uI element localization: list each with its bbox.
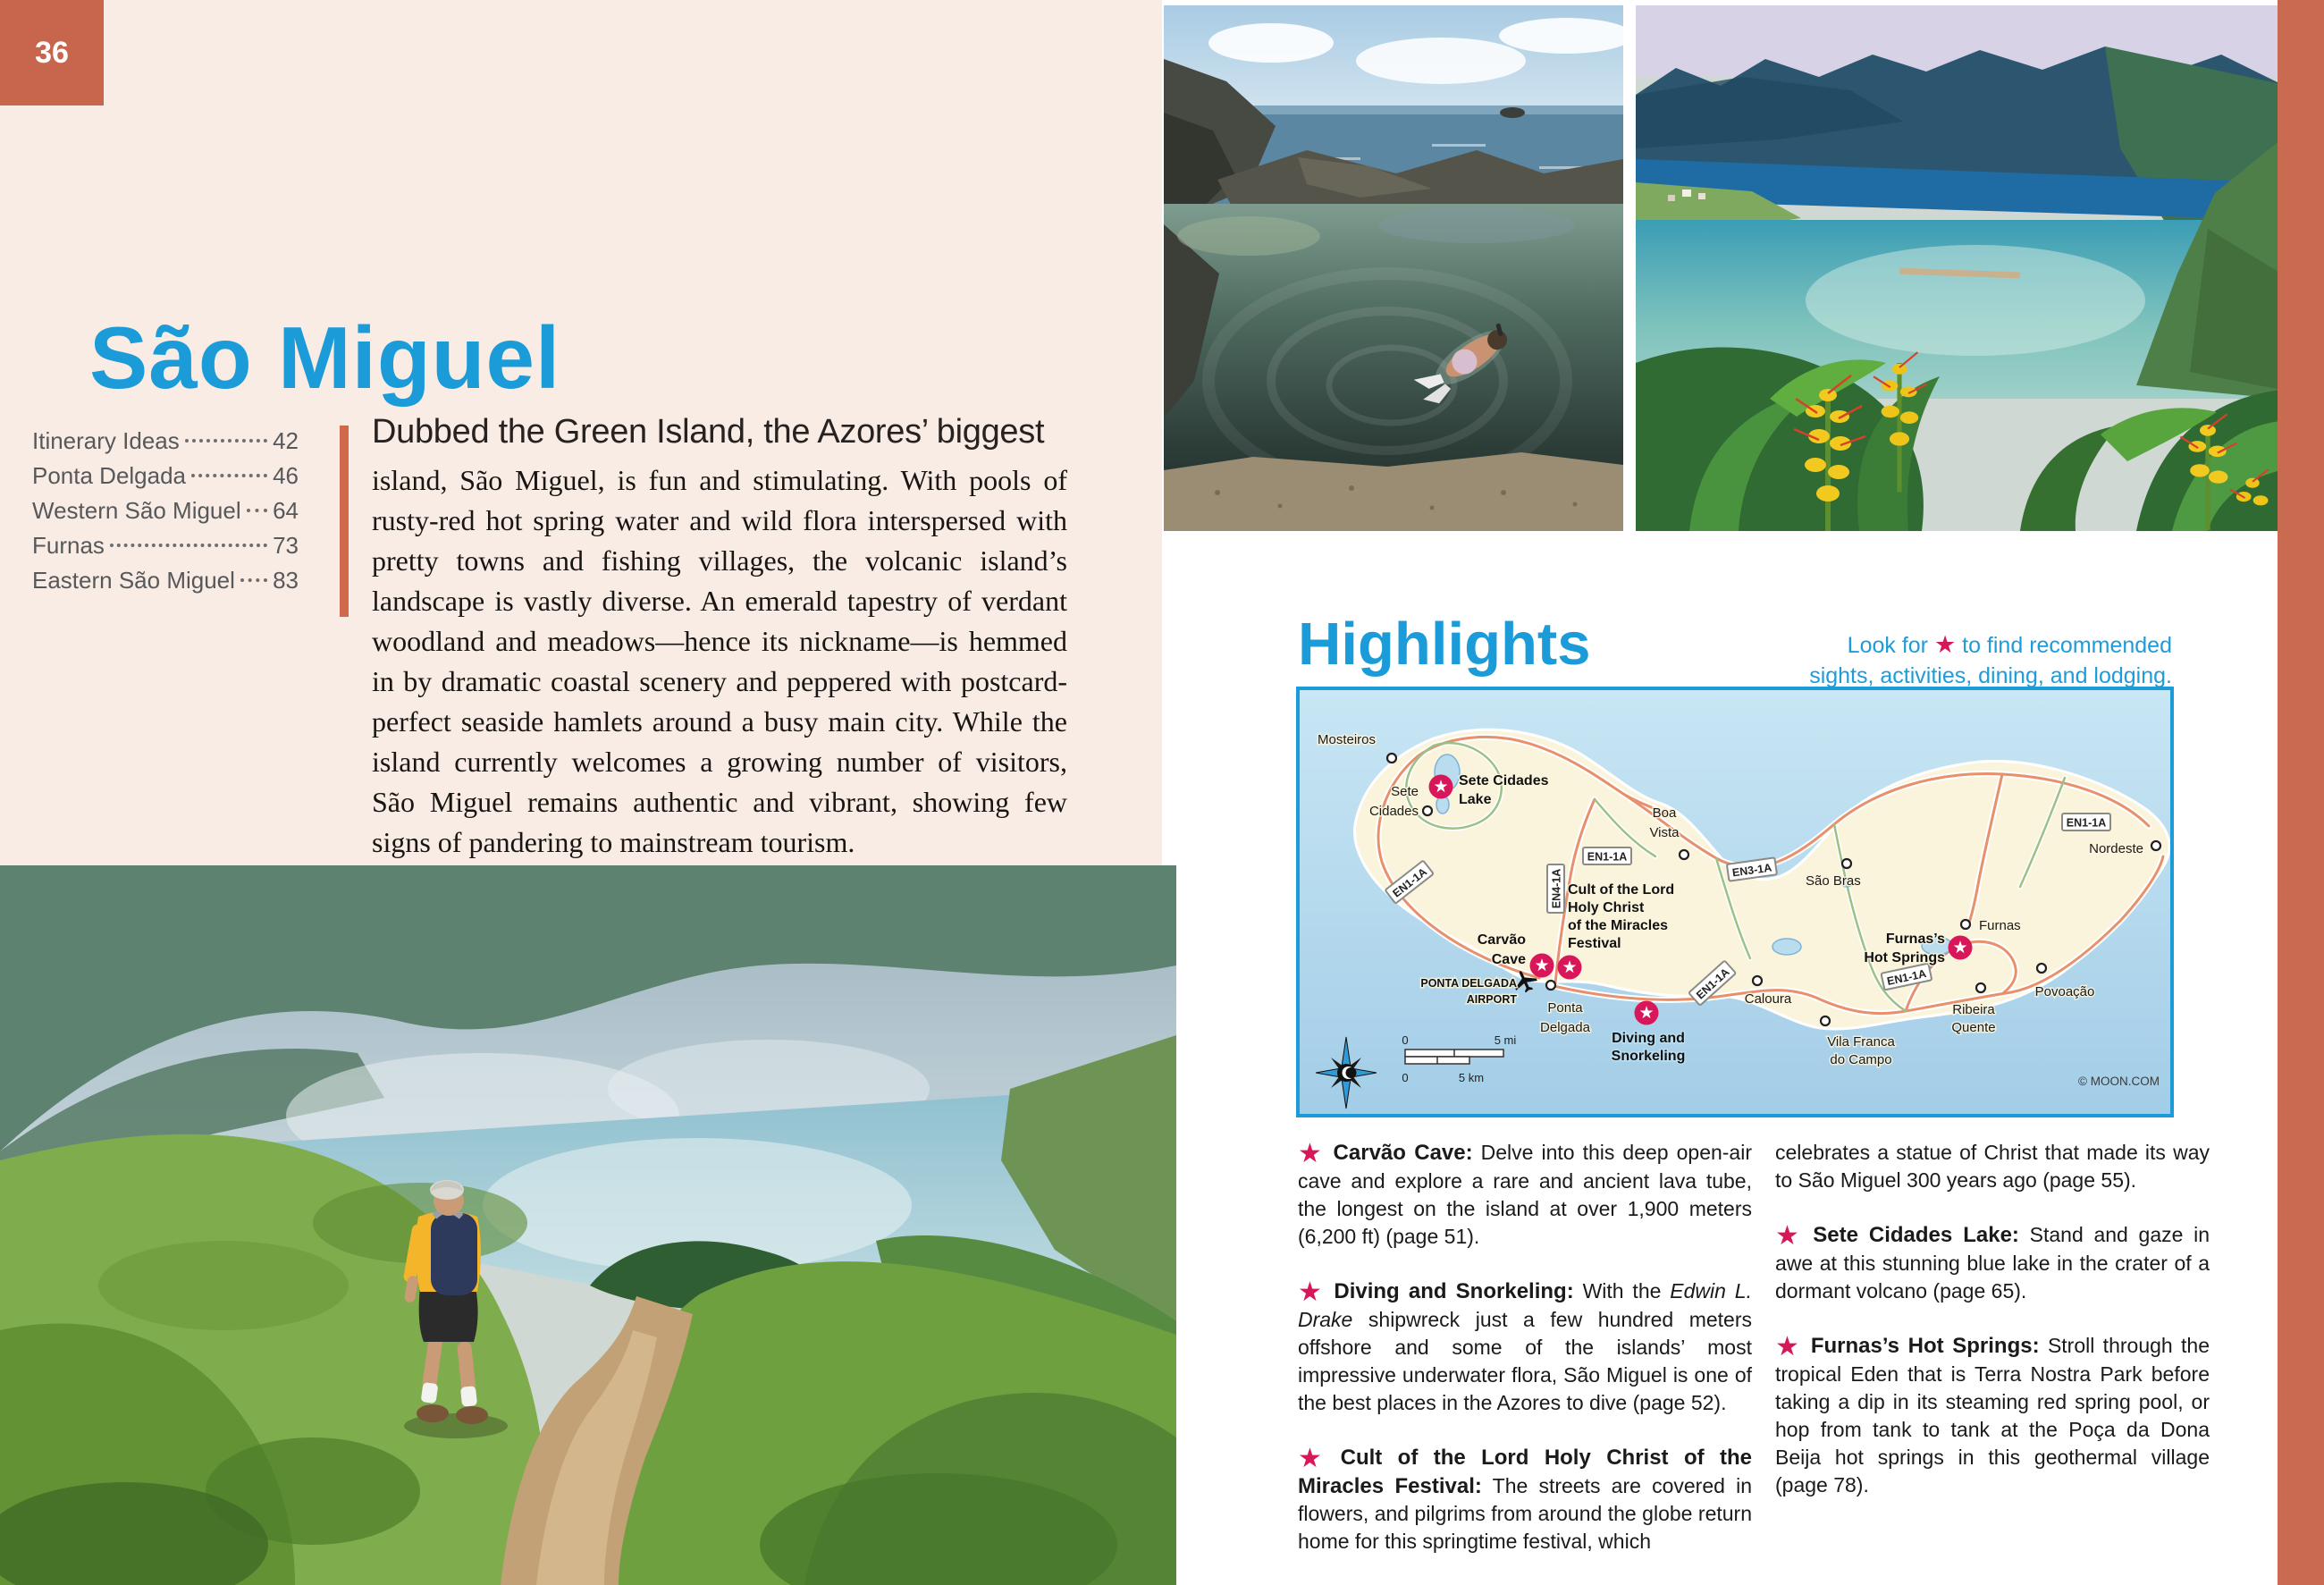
snorkel-photo-scene bbox=[1164, 5, 1623, 531]
star-marker-carvao-cave bbox=[1530, 954, 1554, 978]
svg-text:Holy Christ: Holy Christ bbox=[1568, 900, 1645, 915]
highlights-column-left bbox=[1298, 1139, 1752, 1582]
star-icon: ★ bbox=[1298, 1277, 1326, 1307]
town-label-mosteiros: Mosteiros bbox=[1318, 732, 1377, 747]
lookfor-text-pre: Look for bbox=[1847, 633, 1929, 658]
blurb-title: Diving and Snorkeling: bbox=[1334, 1279, 1574, 1303]
poi-label-diving: Diving and bbox=[1612, 1031, 1685, 1046]
star-marker-diving bbox=[1635, 1001, 1659, 1025]
toc-label: Western São Miguel bbox=[32, 497, 241, 524]
chapter-title: São Miguel bbox=[89, 308, 561, 407]
toc-item-furnas bbox=[32, 532, 299, 567]
photo-lagoa-do-fogo-hike bbox=[0, 865, 1176, 1585]
photo-natural-pool-snorkeler bbox=[1164, 5, 1623, 531]
road-shield-label: EN1-1A bbox=[1390, 865, 1430, 900]
town-label-sao-bras: São Bras bbox=[1806, 873, 1861, 889]
toc-dot-leader bbox=[240, 578, 267, 582]
lookfor-text-line2: sights, activities, dining, and lodging. bbox=[1809, 663, 2172, 688]
highlights-heading: Highlights bbox=[1298, 611, 1591, 678]
hike-photo-scene bbox=[0, 865, 1176, 1585]
blurb-text: Stand and gaze in awe at this stunning blue lake in the crater of a dormant volcano (page 65). bbox=[1775, 1223, 2210, 1303]
toc-page-number: 64 bbox=[273, 497, 299, 524]
poi-label-festival: Cult of the Lord bbox=[1568, 882, 1675, 898]
blurb-title: Carvão Cave: bbox=[1333, 1141, 1473, 1165]
town-label-boa-vista: Boa bbox=[1652, 805, 1677, 821]
road-shield-label: EN4-1A bbox=[1550, 868, 1563, 909]
town-label-furnas: Furnas bbox=[1979, 918, 2021, 933]
road-shield-label: EN3-1A bbox=[1731, 861, 1773, 880]
sao-miguel-highlights-map bbox=[1296, 687, 2174, 1117]
town-label-ribeira-quente: Ribeira bbox=[1952, 1002, 1995, 1017]
blurb-text: With the bbox=[1582, 1279, 1671, 1303]
crater-photo-scene bbox=[1636, 5, 2281, 531]
airport-label-line2: AIRPORT bbox=[1466, 993, 1517, 1006]
svg-text:★: ★ bbox=[1433, 778, 1449, 797]
page-edge-bar bbox=[2278, 0, 2324, 1585]
airport-label-line1: PONTA DELGADA bbox=[1420, 977, 1517, 990]
toc-divider-rule bbox=[340, 426, 349, 617]
road-shield-label: EN1-1A bbox=[2066, 816, 2107, 830]
toc-label: Ponta Delgada bbox=[32, 462, 187, 489]
star-icon: ★ bbox=[1298, 1139, 1325, 1168]
blurb-title: Sete Cidades Lake: bbox=[1813, 1223, 2019, 1247]
page-number-box bbox=[0, 0, 104, 105]
town-label-sete-cidades: Sete bbox=[1391, 784, 1419, 799]
star-icon: ★ bbox=[1933, 631, 1957, 658]
toc-label: Itinerary Ideas bbox=[32, 427, 180, 454]
poi-label-furnas-hot-springs: Furnas’s bbox=[1885, 932, 1945, 947]
svg-text:Festival: Festival bbox=[1568, 936, 1621, 951]
highlight-blurb-sete-cidades-lake bbox=[1775, 1221, 2210, 1305]
highlight-blurb-diving-snorkeling bbox=[1298, 1277, 1752, 1417]
town-label-vila-franca: Vila Franca bbox=[1827, 1034, 1895, 1050]
toc-dot-leader bbox=[247, 509, 267, 512]
poi-label-carvao-cave: Carvão bbox=[1477, 932, 1526, 948]
highlight-blurb-festival bbox=[1298, 1444, 1752, 1555]
blurb-title: Cult of the Lord Holy Christ of the Miracles Festival: bbox=[1298, 1446, 1752, 1498]
lookfor-note bbox=[1761, 629, 2172, 691]
svg-text:Delgada: Delgada bbox=[1540, 1020, 1590, 1035]
town-label-povoacao: Povoação bbox=[2034, 984, 2095, 999]
map-canvas bbox=[1300, 690, 2170, 1114]
toc-item-eastern-sao-miguel bbox=[32, 567, 299, 602]
road-shield-label: EN1-1A bbox=[1885, 967, 1928, 988]
scale-zero-mi: 0 bbox=[1402, 1033, 1409, 1047]
festival-blurb-continuation: celebrates a statue of Christ that made its way to São Miguel 300 years ago (page 55). bbox=[1775, 1141, 2210, 1192]
intro-lead-line: Dubbed the Green Island, the Azores’ biggest bbox=[372, 413, 1045, 451]
toc-dot-leader bbox=[185, 439, 267, 443]
town-label-ponta-delgada: Ponta bbox=[1547, 1000, 1583, 1016]
star-icon: ★ bbox=[1298, 1444, 1332, 1473]
svg-text:★: ★ bbox=[1562, 958, 1578, 977]
blurb-text: Stroll through the tropical Eden that is Terra Nostra Park before taking a dip in its steaming red spring pool, or hop from tank to tank at the Poça da Dona Beija hot springs in this geothermal village (page 78). bbox=[1775, 1334, 2210, 1496]
toc-page-number: 73 bbox=[273, 532, 299, 559]
svg-text:★: ★ bbox=[1534, 957, 1550, 975]
toc-page-number: 42 bbox=[273, 427, 299, 454]
blurb-text: Delve into this deep open-air cave and explore a rare and ancient lava tube, the longest on the island at over 1,900 meters (6,200 ft) (page 51). bbox=[1298, 1141, 1752, 1248]
photo-sete-cidades-lake bbox=[1636, 5, 2281, 531]
highlight-blurb-carvao-cave bbox=[1298, 1139, 1752, 1251]
blurb-text: The streets are covered in flowers, and pilgrims from around the globe return home for this springtime festival, which bbox=[1298, 1474, 1752, 1553]
lookfor-text-post: to find recommended bbox=[1962, 633, 2172, 658]
svg-text:★: ★ bbox=[1638, 1004, 1655, 1023]
svg-text:★: ★ bbox=[1952, 939, 1968, 957]
toc-dot-leader bbox=[110, 544, 267, 547]
toc-item-itinerary-ideas bbox=[32, 427, 299, 462]
chapter-toc bbox=[32, 427, 299, 602]
scale-five-km: 5 km bbox=[1458, 1071, 1485, 1084]
star-icon: ★ bbox=[1775, 1332, 1802, 1362]
toc-page-number: 46 bbox=[273, 462, 299, 489]
svg-text:Hot Springs: Hot Springs bbox=[1864, 950, 1945, 965]
page-number: 36 bbox=[35, 35, 69, 70]
town-label-caloura: Caloura bbox=[1744, 991, 1792, 1007]
scale-zero-km: 0 bbox=[1402, 1071, 1409, 1084]
svg-text:Cidades: Cidades bbox=[1368, 804, 1419, 819]
star-marker-festival bbox=[1558, 956, 1582, 980]
toc-label: Eastern São Miguel bbox=[32, 567, 235, 594]
highlights-column-right bbox=[1775, 1139, 2210, 1526]
blurb-text: shipwreck just a few hundred meters offshore and some of the islands’ most impressive underwater flora, São Miguel is one of the best places in the Azores to dive (page 52). bbox=[1298, 1308, 1752, 1414]
svg-text:Snorkeling: Snorkeling bbox=[1611, 1049, 1686, 1064]
toc-label: Furnas bbox=[32, 532, 105, 559]
svg-text:do Campo: do Campo bbox=[1830, 1052, 1892, 1067]
blurb-text-italic: Edwin L. Drake bbox=[1298, 1279, 1752, 1331]
star-icon: ★ bbox=[1775, 1221, 1805, 1251]
svg-text:Cave: Cave bbox=[1491, 952, 1526, 967]
svg-text:of the Miracles: of the Miracles bbox=[1568, 918, 1669, 933]
toc-item-ponta-delgada bbox=[32, 462, 299, 497]
svg-text:Lake: Lake bbox=[1459, 792, 1492, 807]
town-label-nordeste: Nordeste bbox=[2089, 841, 2143, 856]
road-shield-label: EN1-1A bbox=[1587, 850, 1628, 864]
star-marker-sete-cidades-lake bbox=[1429, 775, 1453, 799]
road-shield-label: EN1-1A bbox=[1694, 965, 1732, 1002]
intro-paragraph-1: island, São Miguel, is fun and stimulating. With pools of rusty-red hot spring water and wild flora interspersed with pretty towns and fishing villages, the volcanic island’s landscape is vastly diverse. An emerald tapestry of verdant woodland and meadows—hence its nickname—is hemmed in by dramatic coastal scenery and peppered with postcard-perfect seaside hamlets around a busy main city. While the island currently welcomes a growing number of visitors, São Miguel remains authentic and vibrant, showing few signs of pandering to mainstream tourism. bbox=[372, 464, 1067, 858]
poi-label-sete-cidades-lake: Sete Cidades bbox=[1459, 773, 1549, 788]
scale-five-mi: 5 mi bbox=[1494, 1033, 1517, 1047]
svg-text:Quente: Quente bbox=[1951, 1020, 1996, 1035]
blurb-title: Furnas’s Hot Springs: bbox=[1810, 1334, 2040, 1358]
toc-dot-leader bbox=[191, 474, 267, 477]
highlight-blurb-furnas-hot-springs bbox=[1775, 1332, 2210, 1499]
toc-item-western-sao-miguel bbox=[32, 497, 299, 532]
star-marker-furnas-hot-springs bbox=[1949, 936, 1973, 960]
toc-page-number: 83 bbox=[273, 567, 299, 594]
svg-text:Vista: Vista bbox=[1649, 825, 1680, 840]
map-credit: © MOON.COM bbox=[2078, 1075, 2160, 1088]
